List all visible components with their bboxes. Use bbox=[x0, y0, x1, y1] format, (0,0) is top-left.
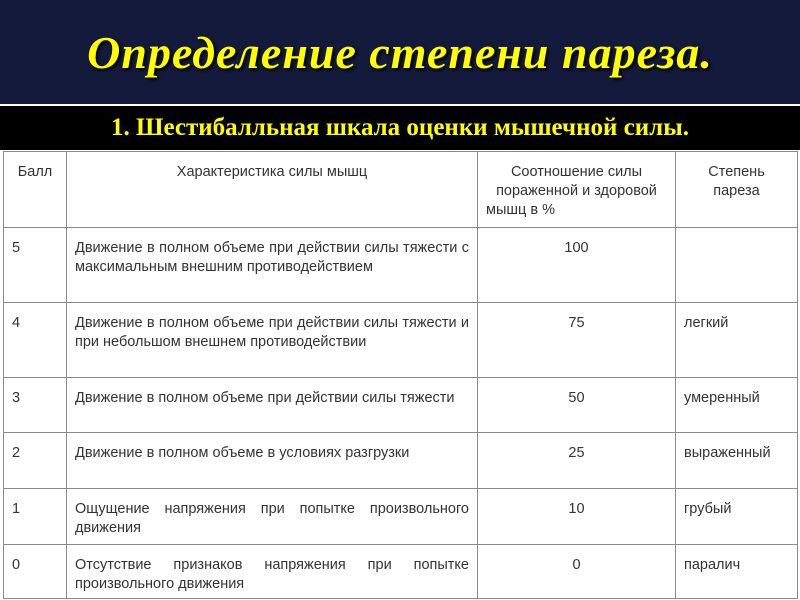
ratio-cell: 0 bbox=[478, 545, 676, 599]
ratio-cell: 50 bbox=[478, 378, 676, 433]
description-cell: Отсутствие признаков напряжения при попытке произвольного движения bbox=[67, 545, 478, 599]
degree-cell: грубый bbox=[676, 489, 798, 545]
header-description: Характеристика силы мышц bbox=[67, 152, 478, 228]
ratio-cell: 25 bbox=[478, 433, 676, 489]
title-bar bbox=[0, 0, 800, 104]
degree-cell bbox=[676, 228, 798, 303]
description-cell: Ощущение напряжения при попытке произвольного движения bbox=[67, 489, 478, 545]
ratio-cell: 75 bbox=[478, 303, 676, 378]
table-header-row bbox=[4, 152, 798, 228]
score-cell: 5 bbox=[4, 228, 67, 303]
degree-cell: паралич bbox=[676, 545, 798, 599]
ratio-cell: 100 bbox=[478, 228, 676, 303]
table-row bbox=[4, 545, 798, 599]
table-row bbox=[4, 303, 798, 378]
header-score: Балл bbox=[4, 152, 67, 228]
table-row bbox=[4, 433, 798, 489]
header-degree: Степень пареза bbox=[676, 152, 798, 228]
subtitle-bar bbox=[0, 106, 800, 150]
degree-cell: легкий bbox=[676, 303, 798, 378]
score-cell: 0 bbox=[4, 545, 67, 599]
header-ratio: Соотношение силы пораженной и здоровой мышц в % bbox=[478, 152, 676, 228]
ratio-cell: 10 bbox=[478, 489, 676, 545]
description-cell: Движение в полном объеме в условиях разгрузки bbox=[67, 433, 478, 489]
score-cell: 1 bbox=[4, 489, 67, 545]
degree-cell: умеренный bbox=[676, 378, 798, 433]
table-row bbox=[4, 228, 798, 303]
slide-title: Определение степени пареза. bbox=[87, 26, 713, 78]
slide-subtitle: 1. Шестибалльная шкала оценки мышечной силы. bbox=[111, 114, 689, 141]
description-cell: Движение в полном объеме при действии силы тяжести bbox=[67, 378, 478, 433]
score-cell: 2 bbox=[4, 433, 67, 489]
score-cell: 4 bbox=[4, 303, 67, 378]
muscle-strength-table bbox=[3, 151, 798, 599]
degree-cell: выраженный bbox=[676, 433, 798, 489]
description-cell: Движение в полном объеме при действии силы тяжести с максимальным внешним противодействием bbox=[67, 228, 478, 303]
description-cell: Движение в полном объеме при действии силы тяжести и при небольшом внешнем противодействии bbox=[67, 303, 478, 378]
table-row bbox=[4, 489, 798, 545]
table-row bbox=[4, 378, 798, 433]
score-cell: 3 bbox=[4, 378, 67, 433]
